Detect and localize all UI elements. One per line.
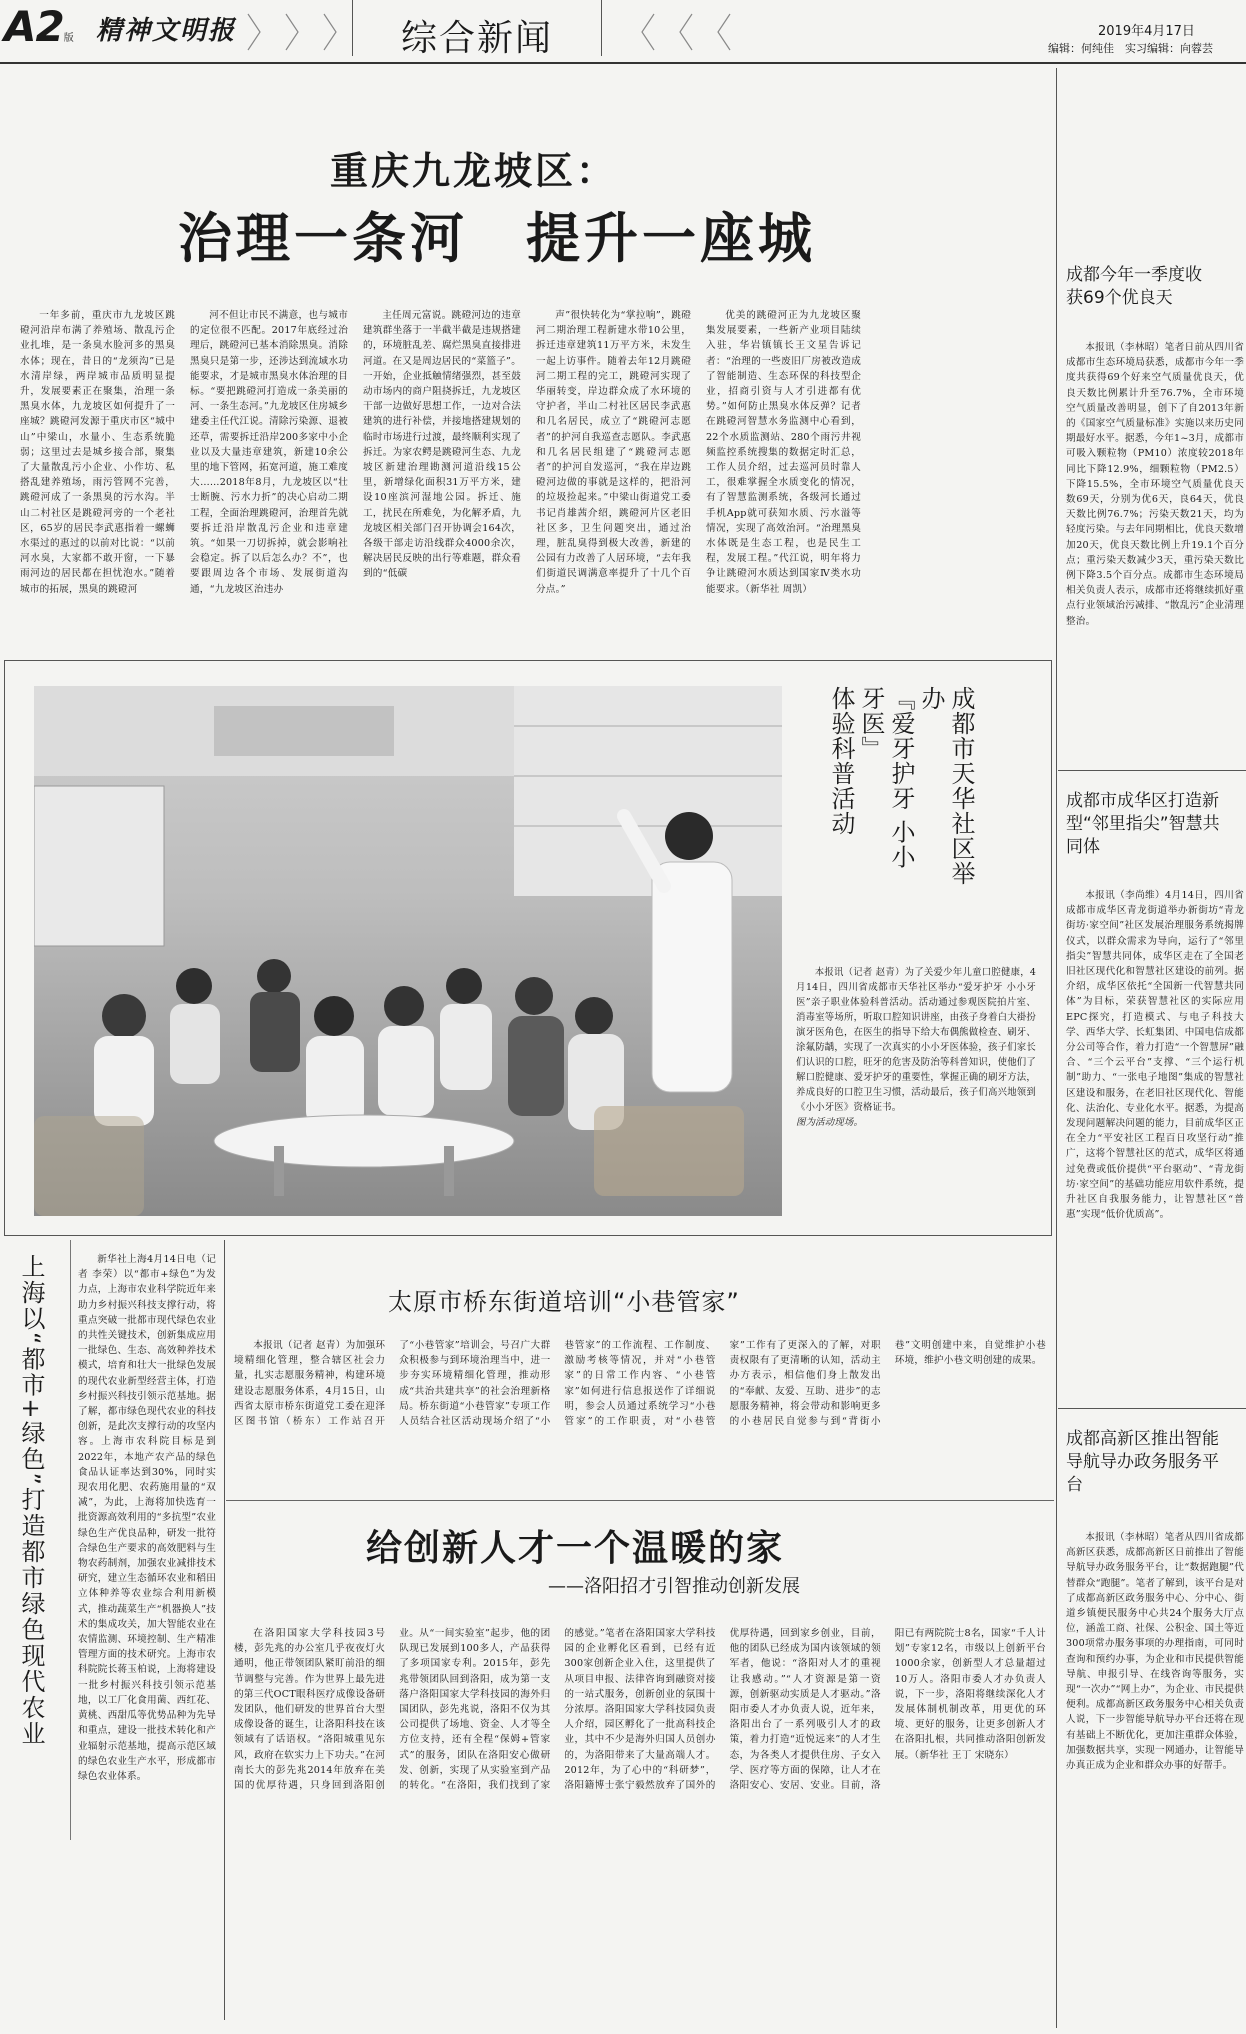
side-story-3-title: 成都高新区推出智能导航导办政务服务平台	[1066, 1429, 1219, 1495]
main-paragraph-2: 河不但让市民不满意，也与城市的定位很不匹配。2017年底经过治理后，跳磴河已基本消除黑臭。消除黑臭只是第一步，还涉达到流域水功能要求，才是城市黑臭水体治理的目标。“要把跳磴河打造成一条美丽的河、一条生态河。”九龙坡区住房城乡建委主任代江说。清除污染源、退被还草，需要拆迁沿岸200多家中小企业以及大量违章建筑，新建10余公里的地下管网，拓宽河道，施工难度大……2018年8月，九龙坡区以“壮士断腕、污水力折”的决心启动二期工程，全面治理跳磴河，治理首先就要拆迁沿岸散乱污企业和违章建筑。“如果一刀切拆掉，就会影响社会稳定。拆了以后怎么办？不”，也要跟周边各个市场、发展街道沟通，“九龙坡区治违办	[190, 310, 348, 595]
photo-title-line-1: 成都市天华社区举办	[917, 686, 975, 886]
issue-date: 2019年4月17日	[1098, 24, 1195, 39]
section-title: 综合新闻	[400, 18, 553, 59]
photo-illustration	[34, 686, 782, 1216]
photo-title-line-2: 『爱牙护牙 小小牙医』	[857, 686, 915, 870]
side-story-3-text: 本报讯（李林昭）笔者从四川省成都高新区获悉，成都高新区日前推出了智能导航导办政务服务平台，让“数据跑腿”代替群众“跑腿”。笔者了解到，该平台是对了成都高新区政务服务中心、分中心、街道乡镇便民服务中心共24个服务大厅点位，涵盖工商、社保、公积金、国土等近300项常办服务事项的办理指南，可同时查询和预约办事，为企业和市民提供智能导航、申报引导、在线咨询等服务，实现“一次办”“网上办”，为企业、市民提供便利。成都高新区政务服务中心相关负责人说，下一步智能导航导办平台还将在现有基础上不断优化，更加注重群众体验，加强数据共享，实现一网通办，让智能导办真正成为企业和群众办事的好帮手。	[1066, 1532, 1244, 1772]
side-story-2-title: 成都市成华区打造新型“邻里指尖”智慧共同体	[1066, 791, 1220, 857]
side-story-2-body	[1066, 888, 1244, 1388]
sidebar-rule	[1056, 68, 1057, 2028]
page-number	[4, 2, 73, 64]
masthead	[0, 0, 1246, 68]
side-story-3-body	[1066, 1530, 1244, 2020]
shanghai-body-bottom	[4, 1852, 216, 2022]
main-paragraph-5: 优美的跳磴河正为九龙坡区聚集发展要素，一些新产业项目陆续入驻，华岩镇镇长王文星告诉记者：“治理的一些废旧厂房被改造成了智能制造、生态环保的科技型企业，招商引资与人才引进都有优势。”如何防止黑臭水体反弹？记者在跳磴河智慧水务监测中心看到，22个水质监测站、280个雨污井视频监控系统搜集的数据定时汇总，工作人员介绍，过去巡河员时靠人工，很难掌握全水质变化的情况，有了智慧监测系统，各级河长通过手机App就可获知水质、污水溢等情况，实现了高效治河。“治理黑臭水体既是生态工程，也是民生工程，发展工程。”代江说，明年将力争让跳磴河水质达到国家Ⅳ类水功能要求。（新华社 周凯）	[706, 310, 861, 595]
shanghai-text: 新华社上海4月14日电（记者 李荣）以“都市+绿色”为发力点，上海市农业科学院近年来助力乡村振兴科技支撑行动，将重点突破一批都市现代绿色农业的共性关键技术，创新集成应用一批绿色、生态、高效种养技术模式，培育和壮大一批绿色发展的现代农业新型经营主体，打造乡村振兴科技引领示范基地。据了解，都市绿色现代农业的科技创新，是此次支撑行动的攻坚内容。上海市农科院目标是到2022年，本地产农产品的绿色食品认证率达到30%，同时实现农用化肥、农药施用量的“双减”，为此，上海将加快选育一批资源高效利用的“多抗型”农业绿色生产优良品种，研发一批符合绿色生产要求的高效肥料与生物农药制剂，加强农业减排技术研究，建立生态循环农业和稻田立体种养等农业综合利用新模式，推动蔬菜生产“机器换人”技术的集成攻关，加大智能农业在农情监测、环境控制、生产精准管理方面的技术研究。上海市农科院院长蒋玉柏说，上海将建设一批乡村振兴科技引领示范基地，以工厂化食用菌、西红花、黄桃、西甜瓜等优势品种为先导和重点，建设一批技术转化和产业辐射示范基地，提高示范区域的绿色农业生产水平，形成都市绿色农业体系。	[78, 1254, 216, 1782]
page-suffix: 版	[63, 33, 73, 44]
taiyuan-title: 太原市桥东街道培训“小巷管家”	[388, 1288, 740, 1316]
masthead-divider-right	[640, 12, 760, 52]
editors-line: 编辑：何纯佳 实习编辑：向蓉芸	[1048, 42, 1213, 55]
main-col-2	[190, 308, 348, 658]
luoyang-title: 给创新人才一个温暖的家	[366, 1527, 785, 1569]
taiyuan-divider	[226, 1500, 1054, 1501]
shanghai-title: 上海以“都市+绿色”打造都市绿色现代农业	[17, 1254, 45, 1747]
masthead-divider-left	[246, 12, 338, 52]
photo-story-title	[826, 686, 976, 886]
photo-caption-text: 本报讯（记者 赵青）为了关爱少年儿童口腔健康，4月14日，四川省成都市天华社区举办“爱牙护牙 小小牙医”亲子职业体验科普活动。活动通过参观医院拍片室、消毒室等场所，听取口腔知识讲座，由孩子身着白大褂扮演牙医角色，在医生的指导下给大布偶熊做检查、刷牙、涂氟防龋，实现了一次真实的小小牙医体验，孩子们家长们认识的口腔，旺牙的危害及防治等科普知识，使他们了解口腔健康、爱牙护牙的重要性，掌握正确的刷牙方法，养成良好的口腔卫生习惯，活动最后，孩子们高兴地领到《小小牙医》资格证书。	[796, 967, 1036, 1113]
shanghai-body-top	[78, 1252, 216, 1848]
photo-title-line-3: 体验科普活动	[827, 686, 855, 836]
main-col-5	[706, 308, 861, 658]
main-headline: 治理一条河 提升一座城	[178, 206, 816, 270]
side-story-1-title: 成都今年一季度收获69个优良天	[1066, 265, 1202, 308]
photo-caption-credit: 图为活动现场。	[796, 1117, 864, 1128]
luoyang-subtitle: ——洛阳招才引智推动创新发展	[548, 1576, 800, 1597]
luoyang-text: 在洛阳国家大学科技园3号楼，彭先兆的办公室几乎夜夜灯火通明，他正带领团队紧盯前沿的细节调整与完善。作为世界上最先进的第三代OCT眼科医疗成像设备研发团队，他们研发的世界首台大型成像设备的诞生，让洛阳科技在该领域有了话语权。“洛阳城重见东风，政府在软实力上下功夫。”在河南长大的彭先兆2014年放弃在美国的优厚待遇，只身回到洛阳创业。从“一间实验室”起步，他的团队现已发展到100多人，产品获得了多项国家专利。2015年，彭先兆带领团队回到洛阳，成为第一支落户洛阳国家大学科技园的海外归国团队，彭先兆说，洛阳不仅为其公司提供了场地、资金、人才等全方位支持，还有全程“保姆+管家式”的服务，团队在洛阳安心做研发、创新，实现了从实验室到产品的转化。“在洛阳，我们找到了家的感觉。”笔者在洛阳国家大学科技园的企业孵化区看到，已经有近300家创新企业入住，这里提供了从项目申报、法律咨询到融资对接的一站式服务，创新创业的氛围十分浓厚。洛阳国家大学科技园负责人介绍，园区孵化了一批高科技企业，其中不少是海外归国人员创办的，为洛阳带来了大量高端人才。2012年，为了心中的“科研梦”，洛阳籍博士张宁毅然放弃了国外的优厚待遇，回到家乡创业，目前，他的团队已经成为国内该领域的领军者，他说：“洛阳对人才的重视让我感动。”“人才资源是第一资源，创新驱动实质是人才驱动。”洛阳市委人才办负责人说，近年来，洛阳出台了一系列吸引人才的政策，着力打造“近悦远来”的人才生态，为各类人才提供住房、子女入学、医疗等方面的保障，让人才在洛阳安心、安居、安业。目前，洛阳已有两院院士8名，国家“千人计划”专家12名，市级以上创新平台1000余家，创新型人才总量超过10万人。洛阳市委人才办负责人说，下一步，洛阳将继续深化人才发展体制机制改革，用更优的环境、更好的服务，让更多创新人才在洛阳扎根，共同推动洛阳创新发展。（新华社 王丁 宋晓东）	[234, 1628, 1046, 1792]
event-photo	[34, 686, 782, 1216]
luoyang-body	[234, 1626, 1046, 2026]
main-kicker: 重庆九龙坡区：	[330, 148, 618, 193]
taiyuan-body	[234, 1338, 1046, 1488]
main-col-3	[363, 308, 521, 658]
divider-chevrons	[246, 12, 338, 52]
photo-caption	[796, 965, 1036, 1220]
main-col-1	[20, 308, 175, 658]
masthead-rule	[0, 62, 1246, 64]
side-story-2-text: 本报讯（李尚维）4月14日，四川省成都市成华区青龙街道举办新街坊“青龙街坊·家空间”社区发展治理服务系统揭牌仪式，以群众需求为导向，运行了“邻里指尖”智慧共同体，成华区走在了全国老旧社区现代化和智慧社区建设的前列。据介绍，成华区依托“全国新一代智慧共同体”为目标，荣获智慧社区的实际应用EPC探究，打造模式、与电子科技大学、西华大学、长虹集团、中国电信成都分公司等合作，着力打造“一个智慧屏”融合、“三个云平台”支撑、“三个运行机制”助力、“一张电子地图”集成的智慧社区建设和服务，在老旧社区现代化、智能化、法治化、专业化水平。据悉，为提高发现问题解决问题的能力，目前成华区正在全力“平安社区工程百日攻坚行动”推广，这将个智慧社区的范式，成华区将通过免费或低价提供“平台驱动”、“青龙街坊·家空间”的基础功能应用软件系统，提升社区自我服务能力，让智慧社区“普惠”实现“低价优质高”。	[1066, 890, 1244, 1221]
divider-chevrons-right	[640, 12, 760, 52]
main-paragraph-3: 主任周元富说。跳磴河边的违章建筑群坐落于一半截半截是违规搭建的，环境脏乱差、腐烂黑臭直接排进河道。在又是周边居民的“菜篮子”。一开始，企业抵触情绪强烈，甚至鼓动市场内的商户阻挠拆迁，九龙坡区干部一边做好思想工作，一边对合法建筑的进行补偿，并接地搭建规划的临时市场进行过渡，最终顺利实现了拆迁。为家农鳄是跳磴河生态、九龙坡区新建治理勘测河道沿线15公里，新增绿化面积31万平方米，建设10座滨河湿地公园。拆迁、施工，扰民在所难免，为化解矛盾，九龙坡区相关部门召开协调会164次，各级干部走访沿线群众4000余次，解决居民反映的出行等难题，群众看到的“低碳	[363, 310, 521, 580]
paper-name: 精神文明报	[96, 16, 237, 46]
main-paragraph-1: 一年多前，重庆市九龙坡区跳磴河沿岸布满了养殖场、散乱污企业扎堆，是一条臭水脸河多的黑臭水体；现在，昔日的“龙须沟”已是水清岸绿，两岸城市品质明显提升，发展要素正在聚集，治理一条黑臭水体，九龙坡区如何提升了一座城？跳磴河发源于重庆市区“城中山”中梁山，水量小、生态系统脆弱；这里过去是城乡接合部，聚集了大量散乱污小企业、小作坊、私搭乱建养殖场，雨污管网不完善，跳磴河成了一条黑臭的污水沟。半山二村社区是跳磴河旁的一个老社区，65岁的居民李武惠指着一螺蛳水渠过的惠过的以前对比说：“以前河水臭，大家都不敢开窗，一下暴雨河边的居民都在担忧泡水。”随着城市的拓展，黑臭的跳磴河	[20, 310, 175, 595]
page-number-text: A2	[4, 2, 64, 51]
side-story-1-body	[1066, 340, 1244, 716]
shanghai-rule	[70, 1240, 71, 1840]
side-story-1-text: 本报讯（李林昭）笔者日前从四川省成都市生态环境局获悉，成都市今年一季度共获得69个好来空气质量优良天，优良天数比例累计升至76.7%，全市环境空气质量改善明显，创下了自2013年新的《国家空气质量标准》实施以来历史同期最好水平。据悉，今年1~3月，成都市可吸入颗粒物（PM10）浓度较2018年同比下降12.9%，细颗粒物（PM2.5）下降15.5%，全市环境空气质量优良天数69天，分别为优6天，良64天，优良天数比例76.7%；污染天数21天，均为轻度污染。与去年同期相比，优良天数增加20天，优良天数比例上升19.1个百分点；重污染天数减少3天，重污染天数比例下降3.5个百分点。成都市生态环境局相关负责人表示，成都市还将继续抓好重点行业领域治污减排、“散乱污”企业清理整治。	[1066, 342, 1244, 627]
main-paragraph-4: 声”很快转化为“掌拉响”，跳磴河二期治理工程新建水带10公里，拆迁违章建筑11万平方米，未发生一起上访事件。随着去年12月跳磴河二期工程的完工，跳磴河实现了华丽转变，岸边群众成了水环境的守护者，半山二村社区居民李武惠和几名居民，成立了“跳磴河志愿者”的护河自我巡查志愿队。李武惠和几名居民组建了“跳磴河志愿者”的护河自发巡河，“我在岸边跳磴河边做的事就是这样的，把沿河的垃圾捡起来。”中梁山街道党工委书记肖雄茜介绍，跳磴河片区老旧社区多，卫生问题突出，通过治理，脏乱臭得到极大改善，新建的公园有力改善了人居环境，“去年我们街道民调满意率提升了十几个百分点。”	[536, 310, 691, 595]
taiyuan-text: 本报讯（记者 赵青）为加强环境精细化管理，整合辖区社会力量，扎实志愿服务精神，构建环境建设志愿服务体系，4月15日，山西省太原市桥东街道党工委在迎泽区图书馆（桥东）工作站召开了“小巷管家”培训会，号召广大群众积极参与到环境治理当中，进一步夯实环境精细化管理，推动形成“共治共建共享”的社会治理新格局。桥东街道“小巷管家”专项工作人员结合社区活动现场介绍了“小巷管家”的工作流程、工作制度、激励考核等情况，并对“小巷管家”的日常工作内容、“小巷管家”如何进行信息报送作了详细说明，参会人员通过系统学习“小巷管家”的工作职责，对“小巷管家”工作有了更深入的了解，对职责权限有了更清晰的认知，活动主办方表示，相信他们身上散发出的“奉献、友爱、互助、进步”的志愿服务精神，将会带动和影响更多的小巷居民自觉参与到“背街小巷”文明创建中来，自觉维护小巷环境，维护小巷文明创建的成果。	[234, 1340, 1046, 1428]
section-box	[352, 0, 602, 59]
left-block-rule	[224, 1240, 225, 2020]
side-divider-1	[1058, 770, 1246, 771]
side-divider-2	[1058, 1408, 1246, 1409]
main-col-4	[536, 308, 691, 658]
